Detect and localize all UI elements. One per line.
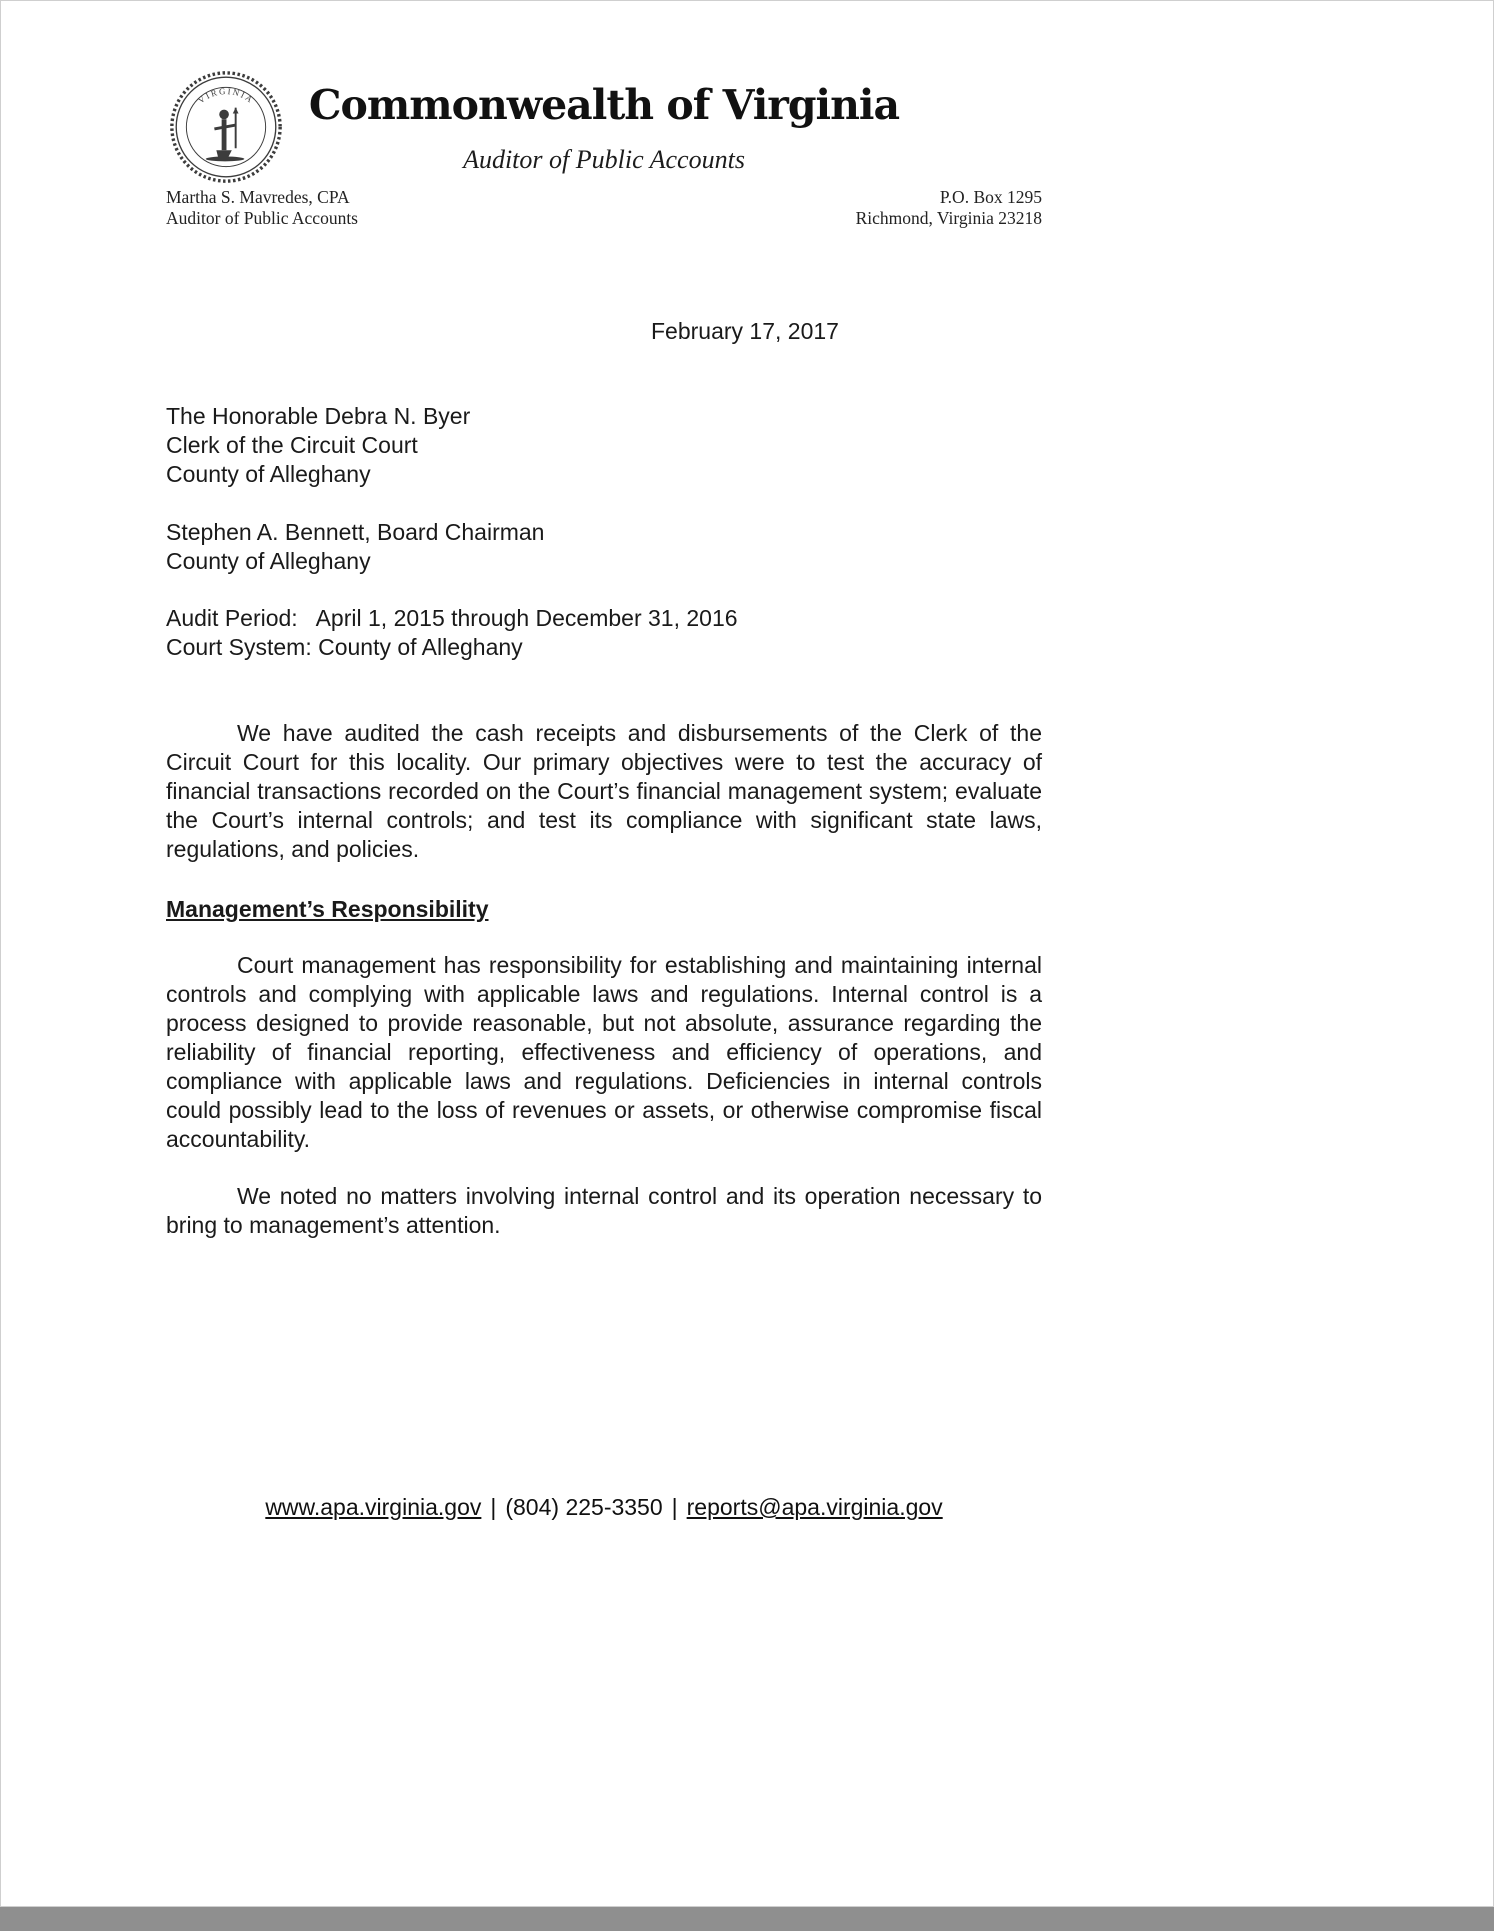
official-title: Auditor of Public Accounts xyxy=(166,208,358,228)
section-heading-managements-responsibility: Management’s Responsibility xyxy=(166,896,489,922)
letter-date: February 17, 2017 xyxy=(651,318,839,344)
recipient-line: County of Alleghany xyxy=(166,548,371,574)
footer-separator: | xyxy=(490,1494,497,1520)
paragraph-management-responsibility: Court management has responsibility for establishing and maintaining internal controls and complying with applicable laws and regulations. Internal control is a process designed to provide reasonable, but not absolute, assurance regarding the reliability of financial reporting, effectiveness and efficiency of operations, and compliance with applicable laws and regulations. Deficiencies in internal controls could possibly lead to the loss of revenues or assets, or otherwise compromise fiscal accountability. xyxy=(166,952,1042,1152)
recipient-line: Stephen A. Bennett, Board Chairman xyxy=(166,519,545,545)
address-block xyxy=(856,187,1042,229)
website-link[interactable]: www.apa.virginia.gov xyxy=(265,1494,482,1520)
official-name: Martha S. Mavredes, CPA xyxy=(166,187,350,207)
recipient-block-1 xyxy=(166,402,1042,489)
recipient-line: Clerk of the Circuit Court xyxy=(166,432,418,458)
audit-info-block xyxy=(166,604,1042,662)
recipient-block-2 xyxy=(166,518,1042,576)
svg-text:VIRGINIA xyxy=(196,86,256,105)
court-system-line: Court System: County of Alleghany xyxy=(166,634,523,660)
footer-separator: | xyxy=(671,1494,678,1520)
letterhead xyxy=(166,63,1042,229)
email-link[interactable]: reports@apa.virginia.gov xyxy=(686,1494,943,1520)
letter-footer xyxy=(166,1493,1042,1522)
org-subtitle: Auditor of Public Accounts xyxy=(463,145,745,174)
org-name: Commonwealth of Virginia xyxy=(308,81,900,129)
address-line-2: Richmond, Virginia 23218 xyxy=(855,208,1042,228)
phone-number: (804) 225-3350 xyxy=(505,1494,663,1520)
address-line-1: P.O. Box 1295 xyxy=(939,187,1042,207)
paragraph-introduction: We have audited the cash receipts and disbursements of the Clerk of the Circuit Court for this locality. Our primary objectives were to test the accuracy of financial transactions recorded on the Court’s financial management system; evaluate the Court’s internal controls; and test its compliance with significant state laws, regulations, and policies. xyxy=(166,720,1042,862)
letter-content xyxy=(166,1,1042,1240)
seal-text: VIRGINIA xyxy=(196,85,256,106)
virginia-state-seal-icon xyxy=(168,69,284,185)
recipient-line: The Honorable Debra N. Byer xyxy=(166,403,471,429)
recipient-line: County of Alleghany xyxy=(166,461,371,487)
audit-period-line: Audit Period: April 1, 2015 through December 31, 2016 xyxy=(166,605,738,631)
official-block xyxy=(166,187,358,229)
letterhead-info xyxy=(166,187,1042,229)
paragraph-no-matters-noted: We noted no matters involving internal control and its operation necessary to bring to management’s attention. xyxy=(166,1183,1042,1238)
